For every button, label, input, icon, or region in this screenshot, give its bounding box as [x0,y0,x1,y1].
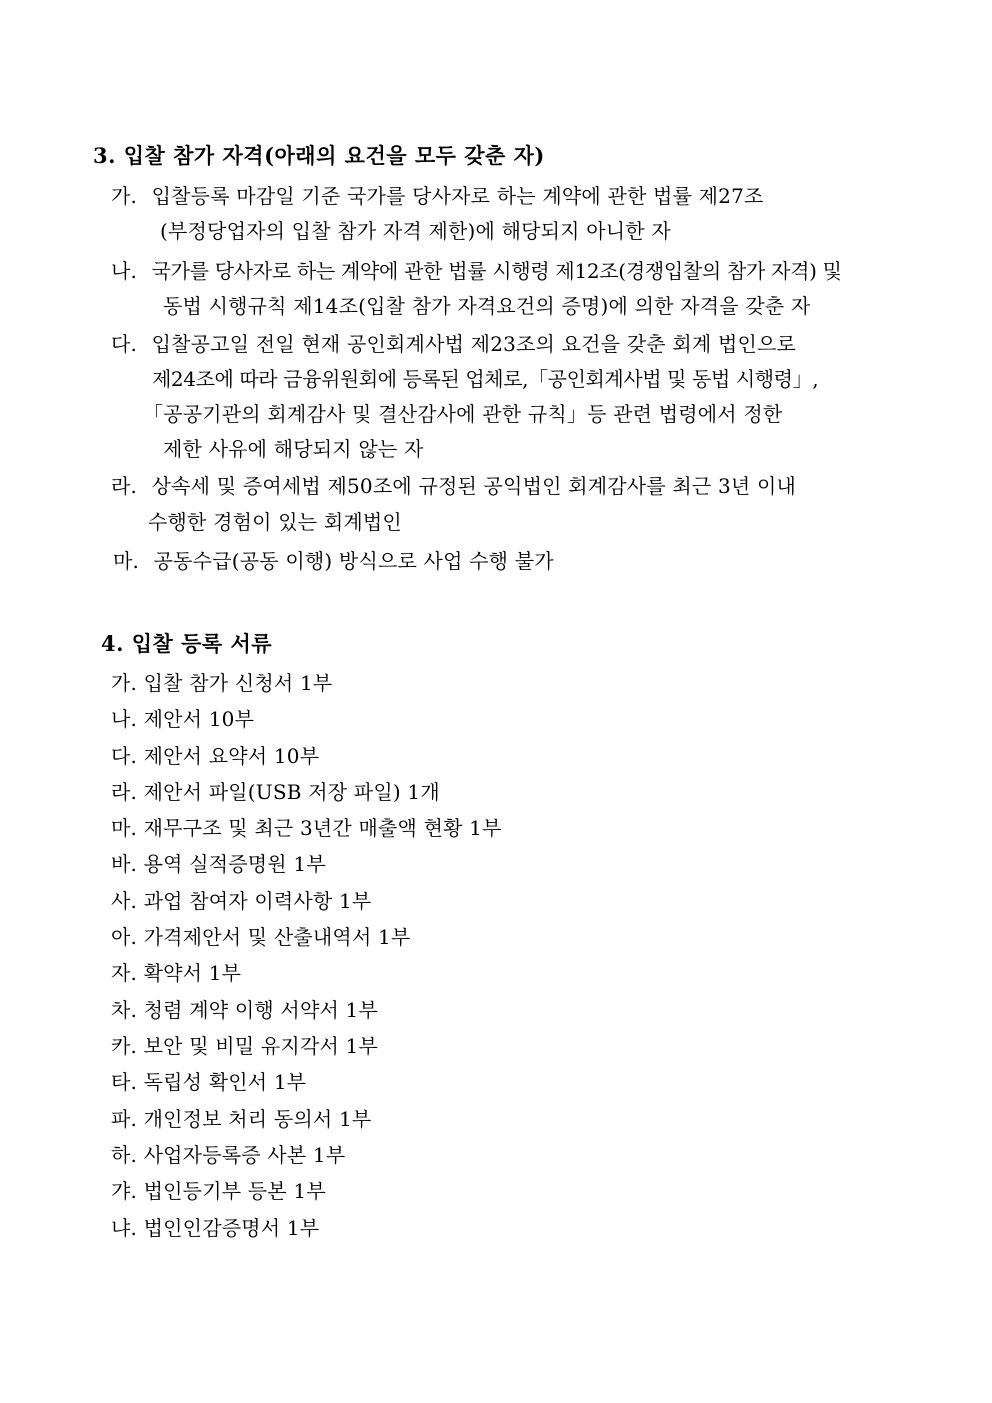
item-marker: 가. [111,184,138,208]
section-3-item-da-line-3: 「공공기관의 회계감사 및 결산감사에 관한 규칙」등 관련 법령에서 정한 [143,402,783,426]
section-4-item-ha: 하. 사업자등록증 사본 1부 [111,1143,346,1167]
section-3-heading: 3. 입찰 참가 자격(아래의 요건을 모두 갖춘 자) [93,143,545,168]
section-3-item-da-line-1 [111,328,796,357]
item-text: 입찰공고일 전일 현재 공인회계사법 제23조의 요건을 갖춘 회계 법인으로 [151,332,797,356]
section-4-item-ba: 바. 용역 실적증명원 1부 [111,852,326,876]
item-text: 국가를 당사자로 하는 계약에 관한 법률 시행령 제12조(경쟁입찰의 참가 자격) 및 [151,259,842,283]
section-4-item-sa: 사. 과업 참여자 이력사항 1부 [111,889,372,913]
section-3-item-da-line-2: 제24조에 따라 금융위원회에 등록된 업체로,「공인회계사법 및 동법 시행령」, [152,367,819,391]
section-3-item-na-line-2: 동법 시행규칙 제14조(입찰 참가 자격요건의 증명)에 의한 자격을 갖춘 자 [163,294,811,318]
section-3-item-ga-line-1 [111,180,764,209]
section-4-item-nya: 냐. 법인인감증명서 1부 [111,1216,320,1240]
section-3-item-da-line-4: 제한 사유에 해당되지 않는 자 [163,437,424,461]
section-4-item-cha: 차. 청렴 계약 이행 서약서 1부 [111,998,378,1022]
section-4-heading: 4. 입찰 등록 서류 [101,631,273,656]
section-4-item-ka: 카. 보안 및 비밀 유지각서 1부 [111,1034,378,1058]
section-4-item-da: 다. 제안서 요약서 10부 [111,744,320,768]
item-marker: 라. [111,474,138,498]
section-4-item-ja: 자. 확약서 1부 [111,961,242,985]
item-text: 입찰등록 마감일 기준 국가를 당사자로 하는 계약에 관한 법률 제27조 [151,184,764,208]
section-4-item-pa: 파. 개인정보 처리 동의서 1부 [111,1107,372,1131]
section-3-item-ga-line-2: (부정당업자의 입찰 참가 자격 제한)에 해당되지 아니한 자 [160,219,671,243]
section-4-item-ma: 마. 재무구조 및 최근 3년간 매출액 현황 1부 [111,816,502,840]
section-4-item-na: 나. 제안서 10부 [111,707,255,731]
item-marker: 마. [113,549,140,573]
section-3-item-ra-line-2: 수행한 경험이 있는 회계법인 [148,510,402,534]
section-3-item-ra-line-1 [111,470,796,499]
item-marker: 나. [111,259,138,283]
section-4-item-ta: 타. 독립성 확인서 1부 [111,1070,307,1094]
section-3-item-na-line-1 [111,255,842,284]
section-4-item-a: 아. 가격제안서 및 산출내역서 1부 [111,925,411,949]
section-3-item-ma-line-1 [113,545,554,574]
item-text: 공동수급(공동 이행) 방식으로 사업 수행 불가 [153,549,554,573]
item-text: 상속세 및 증여세법 제50조에 규정된 공익법인 회계감사를 최근 3년 이내 [151,474,796,498]
item-marker: 다. [111,332,138,356]
section-4-item-ra: 라. 제안서 파일(USB 저장 파일) 1개 [111,780,440,804]
section-4-item-ga: 가. 입찰 참가 신청서 1부 [111,671,333,695]
section-4-item-gya: 갸. 법인등기부 등본 1부 [111,1179,326,1203]
